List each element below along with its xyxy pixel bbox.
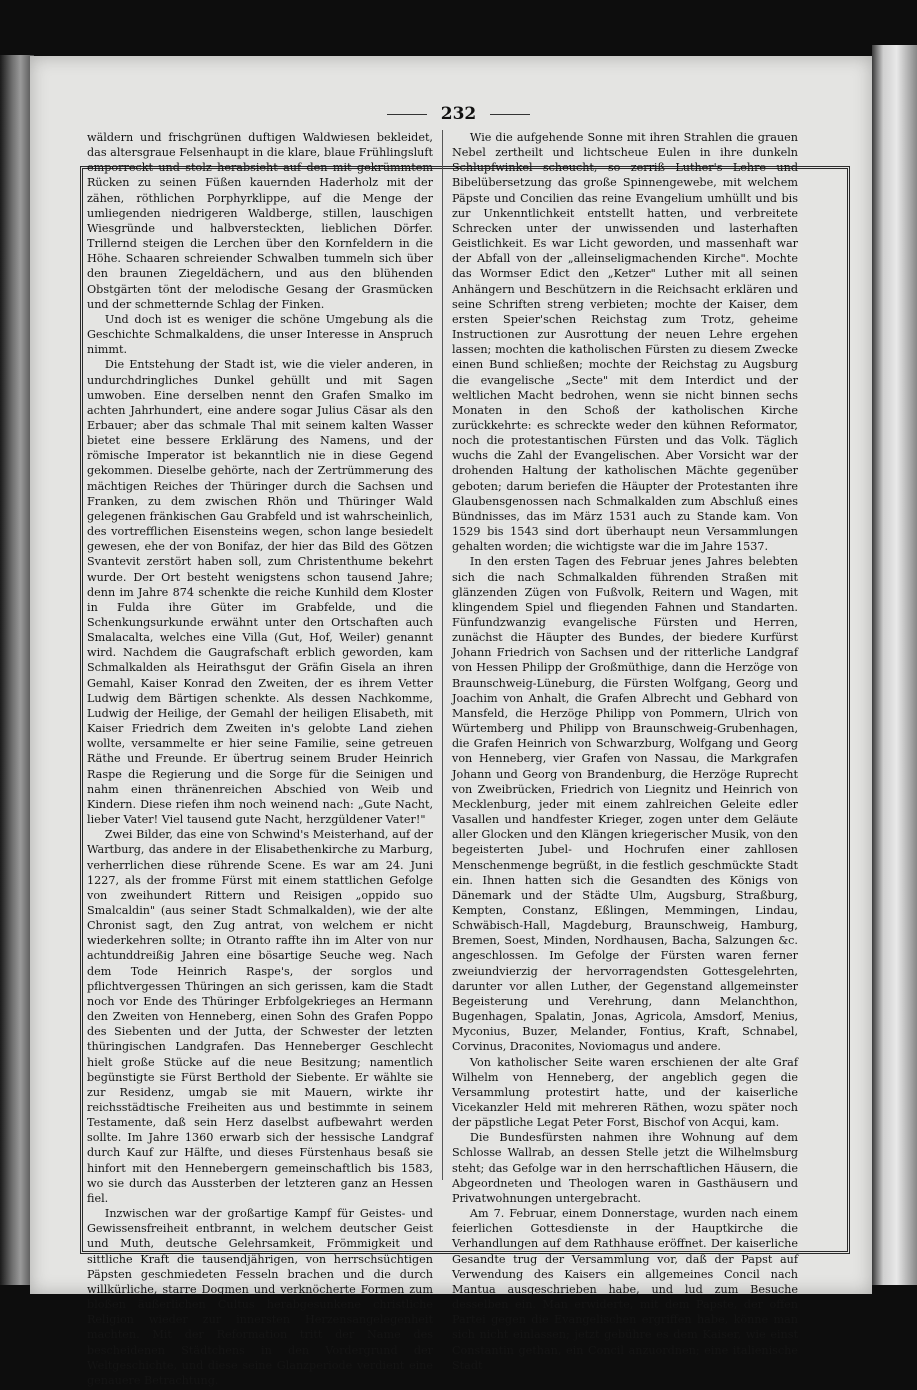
page-number-text: 232 [435, 104, 483, 124]
paragraph: In den ersten Tagen des Februar jenes Jahres belebten sich die nach Schmalkalden führenden Straßen mit glänzenden Zügen von Fußvolk, Reitern und Wagen, mit klingendem Spiel und fliegenden Fahnen und Standarten. Fünfundzwanzig evangelische Fürsten und Herren, zunächst die Häupter des Bundes, der biedere Kurfürst Johann Friedrich von Sachsen und der ritterliche Landgraf von Hessen Philipp der Großmüthige, dann die Herzöge von Braunschweig-Lüneburg, die Fürsten Wolfgang, Georg und Joachim von Anhalt, die Grafen Albrecht und Gebhard von Mansfeld, die Herzöge Philipp von Pommern, Ulrich von Würtemberg und Philipp von Braunschweig-Grubenhagen, die Grafen Heinrich von Schwarzburg, Wolfgang und Georg von Henneberg, vier Grafen von Nassau, die Markgrafen Johann und Georg von Brandenburg, die Herzöge Ruprecht von Zweibrücken, Friedrich von Liegnitz und Heinrich von Mecklenburg, jeder mit einem zahlreichen Geleite edler Vasallen und handfester Krieger, zogen unter dem Geläute aller Glocken und den Klängen kriegerischer Musik, von den begeisterten Jubel- und Hochrufen einer zahllosen Menschenmenge begrüßt, in die festlich geschmückte Stadt ein. Ihnen hatten sich die Gesandten des Königs von Dänemark und der Städte Ulm, Augsburg, Straßburg, Kempten, Constanz, Eßlingen, Memmingen, Lindau, Schwäbisch-Hall, Magdeburg, Braunschweig, Hamburg, Bremen, Soest, Minden, Nordhausen, Bacha, Salzungen &c. angeschlossen. Im Gefolge der Fürsten waren ferner zweiundvierzig der hervorragendsten Gottesgelehrten, darunter vor allen Luther, der Gegenstand allgemeinster Begeisterung und Verehrung, dann Melanchthon, Bugenhagen, Spalatin, Jonas, Agricola, Amsdorf, Menius, Myconius, Buzer, Melander, Fontius, Kraft, Schnabel, Corvinus, Draconites, Noviomagus und andere. [452, 555, 798, 1054]
book-edge-right [872, 45, 917, 1285]
paragraph: Von katholischer Seite waren erschienen der alte Graf Wilhelm von Henneberg, der angeblich gegen die Versammlung protestirt hatte, und der kaiserliche Vicekanzler Held mit mehreren Räthen, wozu später noch der päpstliche Legat Peter Forst, Bischof von Acqui, kam. [452, 1055, 798, 1130]
page-number [0, 104, 917, 124]
paragraph: Die Entstehung der Stadt ist, wie die vieler anderen, in undurchdringliches Dunkel gehüllt und mit Sagen umwoben. Eine derselben nennt den Grafen Smalko im achten Jahrhundert, eine andere sogar Julius Cäsar als den Erbauer; aber das schmale Thal mit seinem kalten Wasser bietet eine bessere Erklärung des Namens, und der römische Imperator ist bekanntlich nie in diese Gegend gekommen. Dieselbe gehörte, nach der Zertrümmerung des mächtigen Reiches der Thüringer durch die Sachsen und Franken, zu dem zwischen Rhön und Thüringer Wald gelegenen fränkischen Gau Grabfeld und ist wahrscheinlich, des vortrefflichen Eisensteins wegen, schon lange besiedelt gewesen, ehe der von Bonifaz, der hier das Bild des Götzen Svantevit zerstört haben soll, zum Christenthume bekehrt wurde. Der Ort besteht wenigstens schon tausend Jahre; denn im Jahre 874 schenkte die reiche Kunhild dem Kloster in Fulda ihre Güter im Grabfelde, und die Schenkungsurkunde erwähnt unter den Ortschaften auch Smalacalta, welches eine Villa (Gut, Hof, Weiler) genannt wird. Nachdem die Gaugrafschaft erblich geworden, kam Schmalkalden als Heirathsgut der Gräfin Gisela an ihren Gemahl, Kaiser Konrad den Zweiten, der es ihrem Vetter Ludwig dem Bärtigen schenkte. Als dessen Nachkomme, Ludwig der Heilige, der Gemahl der heiligen Elisabeth, mit Kaiser Friedrich dem Zweiten in's gelobte Land ziehen wollte, versammelte er hier seine Familie, seine getreuen Räthe und Freunde. Er übertrug seinem Bruder Heinrich Raspe die Regierung und die Sorge für die Seinigen und nahm einen thränenreichen Abschied von Weib und Kindern. Diese riefen ihm noch weinend nach: „Gute Nacht, lieber Vater! Viel tausend gute Nacht, herzgüldener Vater!" [87, 358, 433, 827]
paragraph: wäldern und frischgrünen duftigen Waldwiesen bekleidet, das altersgraue Felsenhaupt in die klare, blaue Frühlingsluft emporreckt und stolz herabsieht auf den mit gekrümmtem Rücken zu seinen Füßen kauernden Haderholz mit der zähen, röthlichen Porphyrklippe, auf die Menge der umliegenden niedrigeren Waldberge, stillen, lauschigen Wiesgründe und halbversteckten, lieblichen Dörfer. Trillernd steigen die Lerchen über den Kornfeldern in die Höhe. Schaaren schreiender Schwalben tummeln sich über den braunen Ziegeldächern, und aus den blühenden Obstgärten tönt der melodische Gesang der Grasmücken und der schmetternde Schlag der Finken. [87, 131, 433, 311]
paragraph: Und doch ist es weniger die schöne Umgebung als die Geschichte Schmalkaldens, die unser Interesse in Anspruch nimmt. [87, 312, 433, 357]
paragraph: Wie die aufgehende Sonne mit ihren Strahlen die grauen Nebel zertheilt und lichtscheue Eulen in ihre dunkeln Schlupfwinkel scheucht, so zerriß Luther's Lehre und Bibelübersetzung das große Spinnengewebe, mit welchem Päpste und Concilien das reine Evangelium umhüllt und bis zur Unkenntlichkeit entstellt hatten, und verbreitete Schrecken unter der unwissenden und lasterhaften Geistlichkeit. Es war Licht geworden, und massenhaft war der Abfall von der „alleinseligmachenden Kirche". Mochte das Wormser Edict den „Ketzer" Luther mit all seinen Anhängern und Beschützern in die Reichsacht erklären und seine Schriften streng verbieten; mochte der Kaiser, dem ersten Speier'schen Reichstag zum Trotz, geheime Instructionen zur Ausrottung der neuen Lehre ergehen lassen; mochten die katholischen Fürsten zu diesem Zwecke einen Bund schließen; mochte der Reichstag zu Augsburg die evangelische „Secte" mit dem Interdict und der weltlichen Macht bedrohen, wenn sie nicht binnen sechs Monaten in den Schoß der katholischen Kirche zurückkehrte: es schreckte weder den kühnen Reformator, noch die protestantischen Fürsten und das Volk. Täglich wuchs die Zahl der Evangelischen. Aber Vorsicht war der drohenden Haltung der katholischen Mächte gegenüber geboten; darum beriefen die Häupter der Protestanten ihre Glaubensgenossen nach Schmalkalden zum Abschluß eines Bündnisses, das im März 1531 auch zu Stande kam. Von 1529 bis 1543 sind dort überhaupt neun Versammlungen gehalten worden; die wichtigste war die im Jahre 1537. [452, 131, 798, 554]
column-divider [442, 130, 443, 1180]
paragraph: Die Bundesfürsten nahmen ihre Wohnung auf dem Schlosse Wallrab, an dessen Stelle jetzt die Wilhelmsburg steht; das Gefolge war in den herrschaftlichen Häusern, die Abgeordneten und Theologen waren in Gasthäusern und Privatwohnungen untergebracht. [452, 1131, 798, 1205]
paragraph: Zwei Bilder, das eine von Schwind's Meisterhand, auf der Wartburg, das andere in der Elisabethenkirche zu Marburg, verherrlichen diese rührende Scene. Es war am 24. Juni 1227, als der fromme Fürst mit einem stattlichen Gefolge von zweihundert Rittern und Reisigen „oppido suo Smalcaldin" (aus seiner Stadt Schmalkalden), wie der alte Chronist sagt, den Zug antrat, von welchem er nicht wiederkehren sollte; in Otranto raffte ihn im Alter von nur achtunddreißig Jahren eine bösartige Seuche weg. Nach dem Tode Heinrich Raspe's, der sorglos und pflichtvergessen Thüringen an sich gerissen, kam die Stadt noch vor Ende des Thüringer Erbfolgekrieges an Hermann den Zweiten von Henneberg, einen Sohn des Grafen Poppo des Siebenten und der Jutta, der Schwester der letzten thüringischen Landgrafen. Das Henneberger Geschlecht hielt große Stücke auf die neue Besitzung; namentlich begünstigte sie Fürst Berthold der Siebente. Er wählte sie zur Residenz, umgab sie mit Mauern, wirkte ihr reichsstädtische Freiheiten aus und bestimmte in seinem Testamente, daß sein Herz daselbst aufbewahrt werden sollte. Im Jahre 1360 erwarb sich der hessische Landgraf durch Kauf zur Hälfte, und dieses Fürstenhaus besaß sie hinfort mit den Hennebergern gemeinschaftlich bis 1583, wo sie durch das Aussterben der letzteren ganz an Hessen fiel. [87, 828, 433, 1205]
book-edge-left [0, 55, 34, 1285]
right-column [452, 130, 798, 1372]
paragraph: Am 7. Februar, einem Donnerstage, wurden nach einem feierlichen Gottesdienste in der Hauptkirche die Verhandlungen auf dem Rathhause eröffnet. Der kaiserliche Gesandte trug der Versammlung vor, daß der Papst auf Verwendung des Kaisers ein allgemeines Concil nach Mantua ausgeschrieben habe, und lud zum Besuche desselben ein. Man erwiderte, mit dem Papste, der offen Partei gegen die Evangelischen ergriffen habe, könne man sich nicht einlassen; jetzt gebühre es dem Kaiser, wie einst Constantin gethan, ein Concil anzuordnen; eine italienische Stadt [452, 1207, 798, 1372]
left-column [87, 130, 433, 1387]
paragraph: Inzwischen war der großartige Kampf für Geistes- und Gewissensfreiheit entbrannt, in welchem deutscher Geist und Muth, deutsche Gelehrsamkeit, Frömmigkeit und sittliche Kraft die tausendjährigen, von herrschsüchtigen Päpsten geschmiedeten Fesseln brachen und die durch willkürliche, starre Dogmen und verknöcherte Formen zum bloßen äußerlichen Cultus herabgesunkene christliche Religion wieder zur innersten Herzensangelegenheit machten. Mit der Reformation tritt der Name des bescheidenen Städtchens in den Vordergrund der Weltgeschichte, und diese seine Glanzperiode verdient eine genauere Betrachtung. [87, 1207, 433, 1387]
